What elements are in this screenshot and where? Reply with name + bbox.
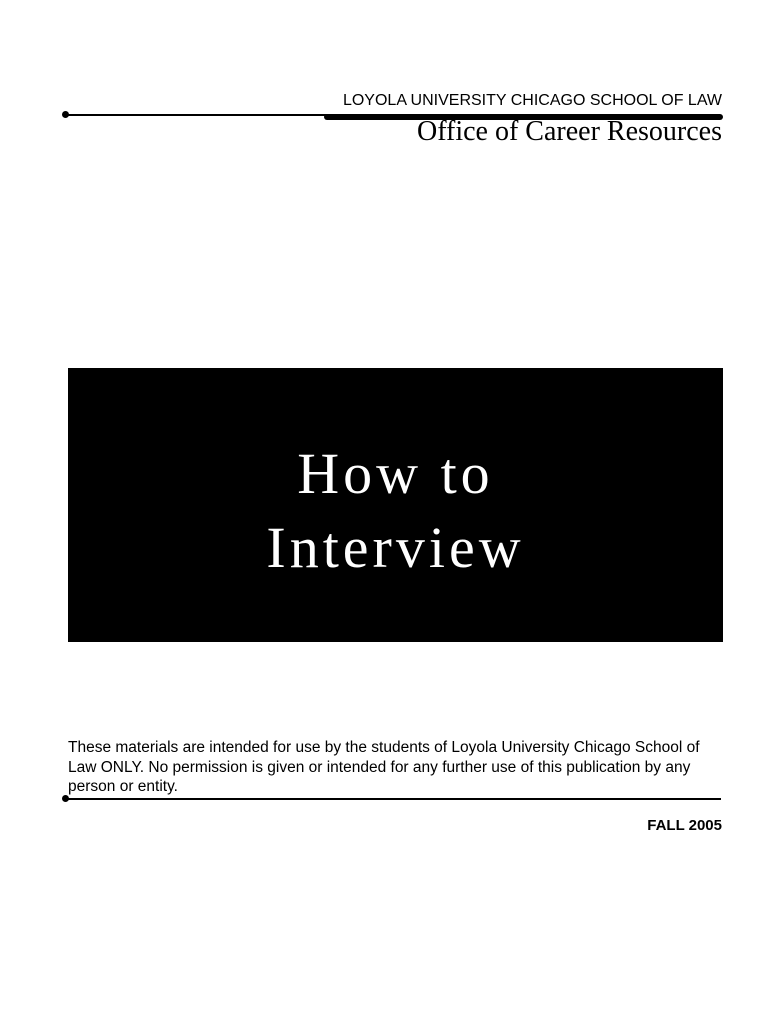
footer-rule-dot bbox=[62, 795, 69, 802]
footer-rule bbox=[66, 798, 721, 800]
office-name: Office of Career Resources bbox=[416, 116, 722, 147]
institution-name: LOYOLA UNIVERSITY CHICAGO SCHOOL OF LAW bbox=[342, 92, 722, 109]
header-rule-dot bbox=[62, 111, 69, 118]
title-block bbox=[68, 368, 723, 642]
title-line-1: How to bbox=[297, 441, 494, 506]
disclaimer-text: These materials are intended for use by the students of Loyola University Chicago School of Law ONLY. No permission is given or intended for any further use of this publication by any person or entity. bbox=[68, 739, 700, 795]
header-rule-thin bbox=[66, 114, 328, 116]
title-line-2: Interview bbox=[266, 515, 525, 580]
publication-date: FALL 2005 bbox=[647, 817, 722, 834]
